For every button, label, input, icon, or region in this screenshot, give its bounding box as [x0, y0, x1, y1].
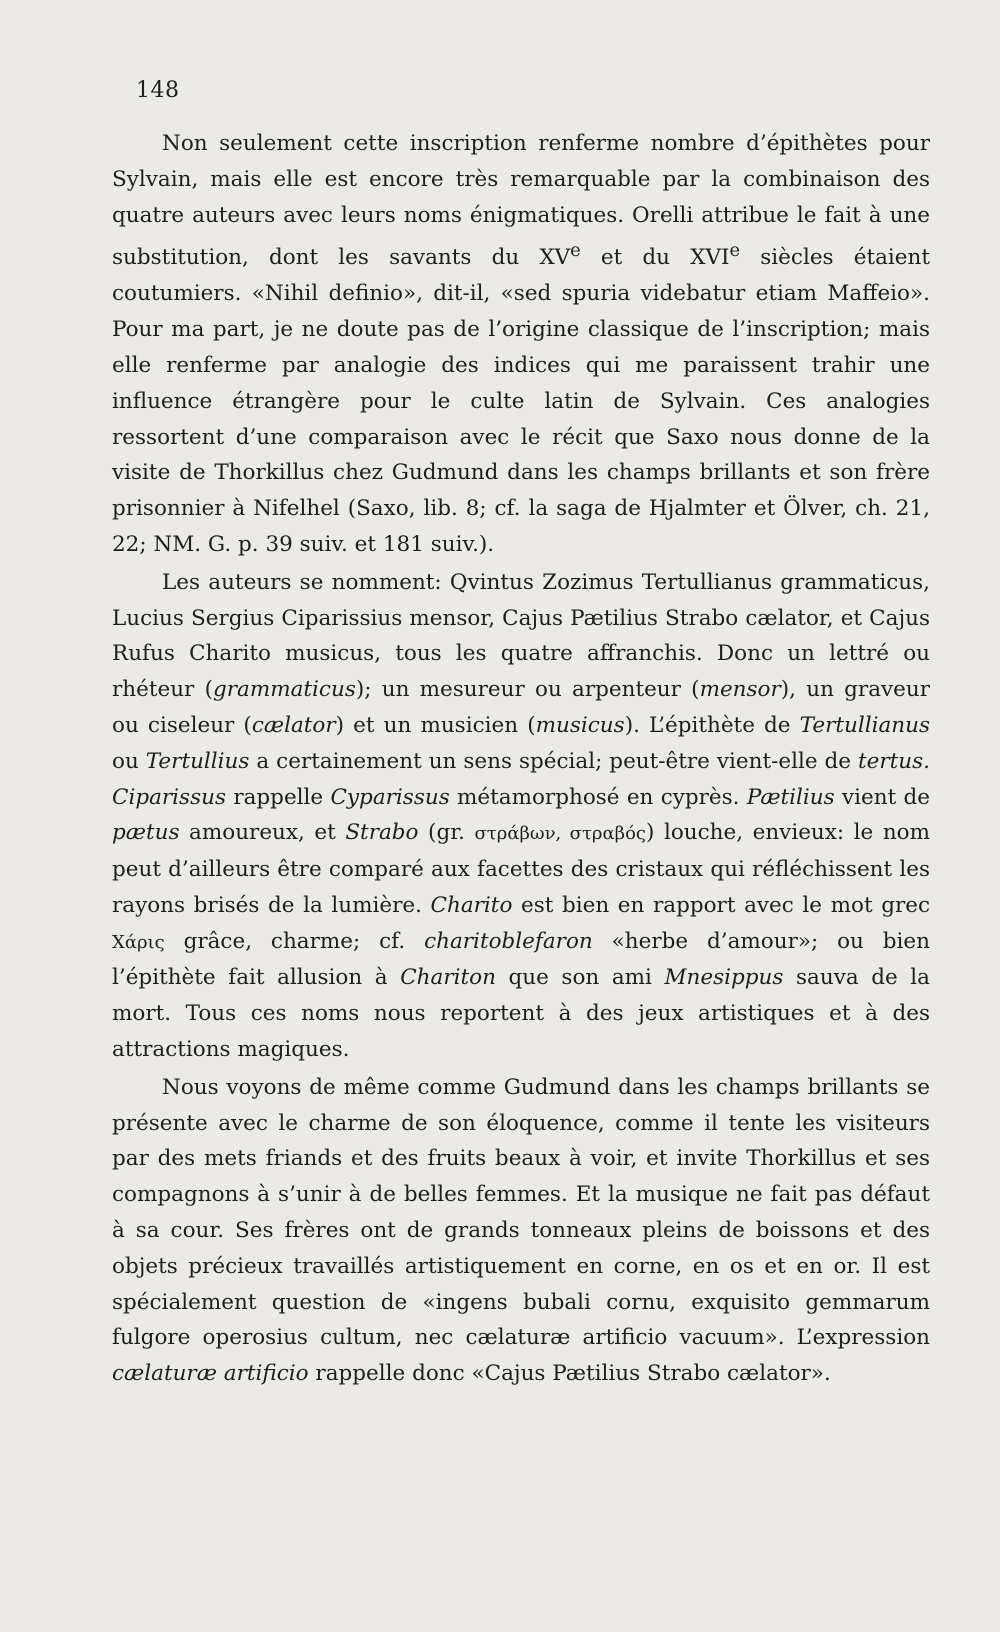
body-text [112, 126, 930, 1392]
text-run: ); un mesureur ou arpenteur ( [355, 677, 700, 703]
text-run: métamorphosé en cyprès. [449, 784, 747, 810]
italic-term: mensor [699, 677, 781, 703]
text-run: «herbe d’amour»; ou bien l’épithète fait allusion à [112, 928, 930, 991]
text-run: ou [112, 748, 146, 774]
italic-term: Chariton [400, 965, 496, 991]
text-run: (gr. [418, 820, 475, 846]
italic-term: cælaturæ artificio [112, 1361, 309, 1387]
text-run: Non seulement cette inscription renferme nombre d’épithètes pour Sylvain, mais elle est encore très remarquable par la combinaison des quatre auteurs avec leurs noms énigmatiques. Orelli attribue le fait à une substitution, dont les savants du XV [112, 131, 930, 271]
italic-term: musicus [535, 712, 625, 738]
text-run: rappelle donc «Cajus Pætilius Strabo cælator». [308, 1361, 831, 1387]
italic-term: tertus. [857, 748, 930, 774]
paragraph [112, 565, 930, 1068]
text-run: sauva de la mort. Tous ces noms nous reportent à des jeux artistiques et à des attractions magiques. [112, 965, 930, 1063]
text-run: ) et un musicien ( [335, 712, 536, 738]
text-run: et du XVI [580, 245, 730, 271]
greek-term: Χάρις [112, 931, 165, 953]
italic-term: cælator [251, 712, 336, 738]
paragraph [112, 1070, 930, 1392]
superscript: e [729, 240, 741, 262]
italic-term: charitoblefaron [424, 928, 593, 954]
text-run: est bien en rapport avec le mot grec [512, 892, 930, 918]
paragraph [112, 126, 930, 563]
text-run: rappelle [226, 784, 331, 810]
italic-term: pætus [112, 820, 180, 846]
text-run: siècles étaient coutumiers. «Nihil definio», dit-il, «sed spuria videbatur etiam Maffeio». Pour ma part, je ne doute pas de l’origine classique de l’inscription; mais elle renferme par analogie des indices qui me paraissent trahir une influence étrangère pour le culte latin de Sylvain. Ces analogies ressortent d’une comparaison avec le récit que Saxo nous donne de la visite de Thorkillus chez Gudmund dans les champs brillants et son frère prisonnier à Nifelhel (Saxo, lib. 8; cf. la saga de Hjalmter et Ölver, ch. 21, 22; NM. G. p. 39 suiv. et 181 suiv.). [112, 245, 930, 557]
italic-term: Tertullianus [799, 712, 931, 738]
text-run: amoureux, et [179, 820, 346, 846]
italic-term: Strabo [345, 820, 419, 846]
italic-term: Charito [430, 892, 513, 918]
page-number: 148 [136, 78, 180, 103]
italic-term: Ciparissus [112, 784, 227, 810]
text-run: que son ami [495, 965, 665, 991]
text-run: grâce, charme; cf. [164, 928, 425, 954]
text-run: ) louche, envieux: le nom peut d’ailleurs être comparé aux facettes des cristaux qui réfléchissent les rayons brisés de la lumière. [112, 820, 931, 918]
italic-term: Pætilius [746, 784, 835, 810]
italic-term: Cyparissus [330, 784, 450, 810]
superscript: e [570, 240, 581, 262]
greek-term: στράβων, στραβός [474, 823, 646, 845]
text-run: a certainement un sens spécial; peut-être vient-elle de [249, 748, 858, 774]
italic-term: Mnesippus [664, 965, 784, 991]
text-run: ). L’épithète de [624, 712, 800, 738]
italic-term: Tertullius [145, 748, 250, 774]
italic-term: grammaticus [212, 677, 356, 703]
text-run: Nous voyons de même comme Gudmund dans les champs brillants se présente avec le charme de son éloquence, comme il tente les visiteurs par des mets friands et des fruits beaux à voir, et invite Thorkillus et ses compagnons à s’unir à de belles femmes. Et la musique ne fait pas défaut à sa cour. Ses frères ont de grands tonneaux pleins de boissons et des objets précieux travaillés artistiquement en corne, en os et en or. Il est spécialement question de «ingens bubali cornu, exquisito gemmarum fulgore operosius cultum, nec cælaturæ artificio vacuum». L’expression [112, 1074, 930, 1351]
text-run: Les auteurs se nomment: Qvintus Zozimus Tertullianus grammaticus, Lucius Sergius Ciparissius mensor, Cajus Pætilius Strabo cælator, et Cajus Rufus Charito musicus, tous les quatre affranchis. Donc un lettré ou rhéteur ( [112, 569, 930, 703]
text-run: ), un graveur ou ciseleur ( [112, 677, 931, 738]
text-run: vient de [834, 784, 931, 810]
